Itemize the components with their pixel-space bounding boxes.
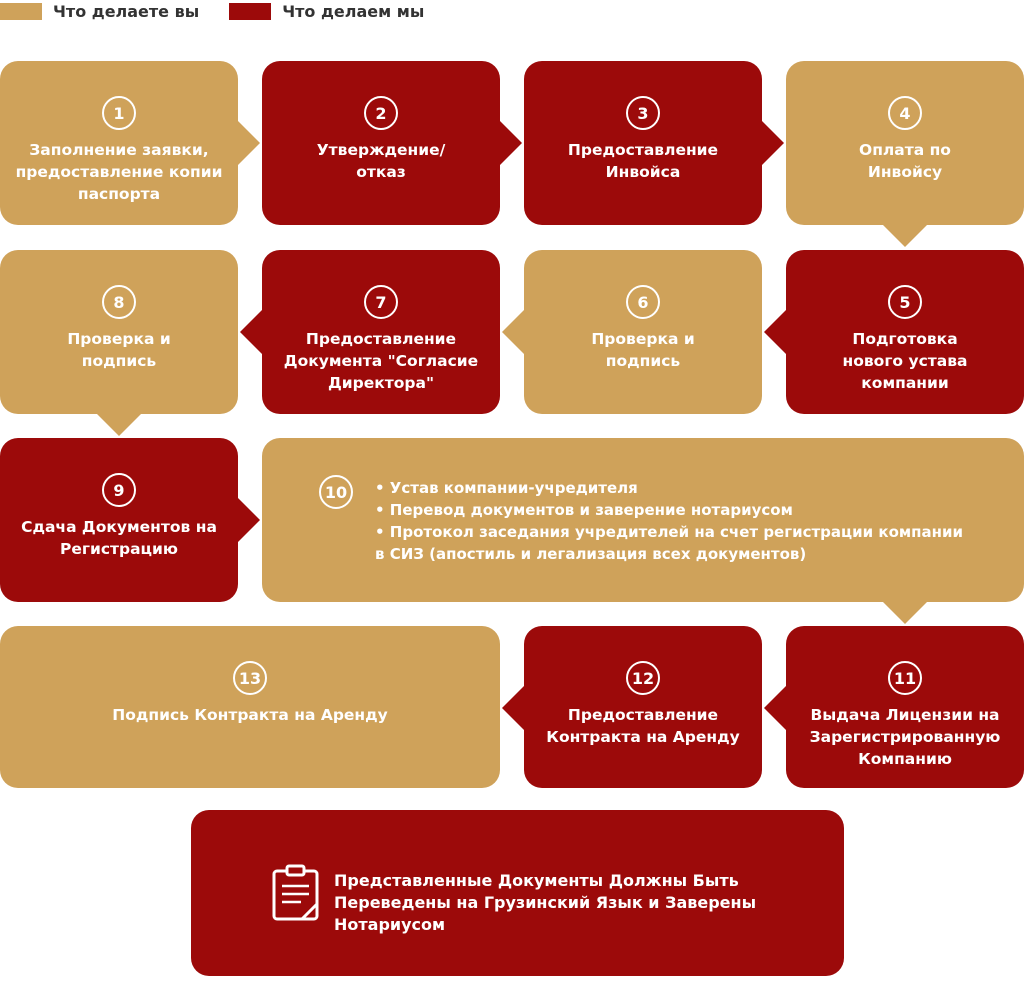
step-10-number: 10 <box>319 475 353 509</box>
step-6-number: 6 <box>626 285 660 319</box>
step-1-number: 1 <box>102 96 136 130</box>
step-13-label: Подпись Контракта на Аренду <box>112 706 388 724</box>
note-line: Нотариусом <box>334 915 446 934</box>
legend-you-label: Что делаете вы <box>53 1 200 21</box>
step-10-box <box>262 438 1024 602</box>
step-12-box <box>524 626 762 788</box>
arrow-5-6 <box>764 310 786 354</box>
legend-you-swatch <box>0 3 42 20</box>
step-2-label: Утверждение/ отказ <box>316 141 446 181</box>
arrow-9-10 <box>238 498 260 542</box>
arrow-4-5 <box>883 225 927 247</box>
step-8-label: Проверка и подпись <box>67 330 171 370</box>
step-5-number: 5 <box>888 285 922 319</box>
step-3-number: 3 <box>626 96 660 130</box>
note-box <box>191 810 844 976</box>
step-1-box <box>0 61 238 225</box>
step-3-label: Предоставление Инвойса <box>567 141 719 181</box>
clipboard-icon <box>271 864 321 922</box>
step-3-box <box>524 61 762 225</box>
step-2-box <box>262 61 500 225</box>
step-11-box <box>786 626 1024 788</box>
step-8-box <box>0 250 238 414</box>
arrow-12-13 <box>502 686 524 730</box>
step-9-box <box>0 438 238 602</box>
step-10-item: • Протокол заседания учредителей на счет регистрации компании <box>375 523 964 541</box>
arrow-2-3 <box>500 121 522 165</box>
step-4-number: 4 <box>888 96 922 130</box>
step-6-label: Проверка и подпись <box>591 330 695 370</box>
step-10-item: • Перевод документов и заверение нотариусом <box>375 501 793 519</box>
legend-you <box>0 2 199 21</box>
step-5-label: Подготовка нового устава компании <box>842 330 968 392</box>
step-11-label: Выдача Лицензии на Зарегистрированную Компанию <box>809 706 1001 768</box>
step-12-number: 12 <box>626 661 660 695</box>
step-10-item: в СИЗ (апостиль и легализация всех документов) <box>375 545 807 563</box>
step-11-number: 11 <box>888 661 922 695</box>
note-line: Представленные Документы Должны Быть <box>334 871 739 890</box>
note-text <box>334 870 756 936</box>
step-10-item: • Устав компании-учредителя <box>375 479 638 497</box>
step-5-box <box>786 250 1024 414</box>
legend-we <box>229 2 424 21</box>
step-9-number: 9 <box>102 473 136 507</box>
step-7-number: 7 <box>364 285 398 319</box>
step-2-number: 2 <box>364 96 398 130</box>
arrow-1-2 <box>238 121 260 165</box>
step-4-label: Оплата по Инвойсу <box>859 141 951 181</box>
step-1-label: Заполнение заявки, предоставление копии паспорта <box>15 141 223 203</box>
step-13-number: 13 <box>233 661 267 695</box>
legend <box>0 0 454 22</box>
arrow-8-9 <box>97 414 141 436</box>
step-13-box <box>0 626 500 788</box>
step-7-label: Предоставление Документа "Согласие Директора" <box>283 330 479 392</box>
step-8-number: 8 <box>102 285 136 319</box>
legend-we-swatch <box>229 3 271 20</box>
step-4-box <box>786 61 1024 225</box>
step-6-box <box>524 250 762 414</box>
arrow-3-4 <box>762 121 784 165</box>
step-7-box <box>262 250 500 414</box>
step-9-label: Сдача Документов на Регистрацию <box>21 518 217 558</box>
arrow-11-12 <box>764 686 786 730</box>
note-line: Переведены на Грузинский Язык и Заверены <box>334 893 757 912</box>
step-10-list <box>375 477 963 565</box>
step-12-label: Предоставление Контракта на Аренду <box>546 706 740 746</box>
arrow-7-8 <box>240 310 262 354</box>
arrow-10-11 <box>883 602 927 624</box>
legend-we-label: Что делаем мы <box>282 1 425 21</box>
arrow-6-7 <box>502 310 524 354</box>
